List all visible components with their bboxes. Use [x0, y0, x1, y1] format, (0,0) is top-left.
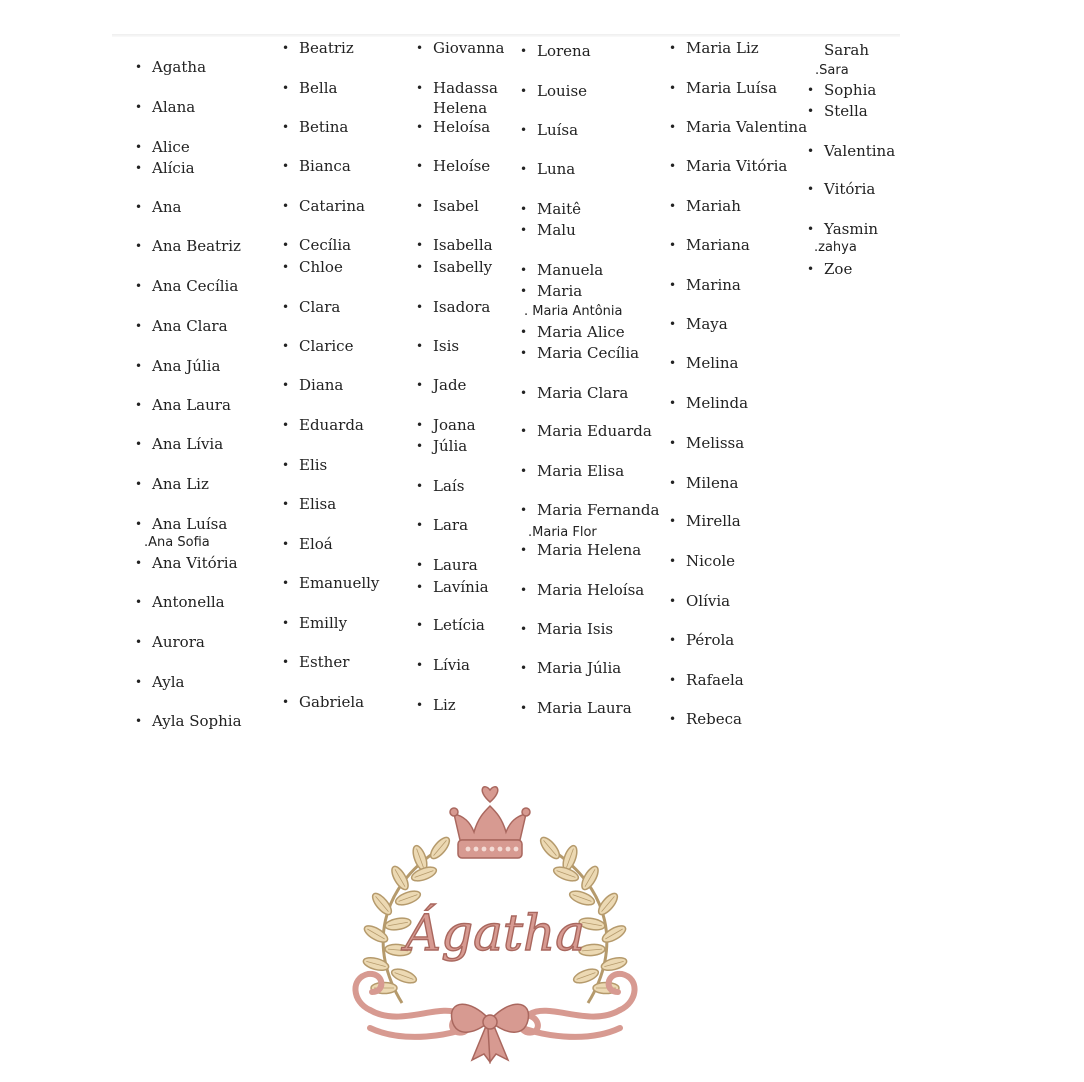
name-item: • Marina	[686, 276, 741, 294]
name-item: Sarah	[824, 41, 869, 59]
name-item: • Lorena	[537, 42, 591, 60]
name-item: • Ana Laura	[152, 396, 231, 414]
name-item: • Bella	[299, 79, 337, 97]
name-item: . Maria Antônia	[524, 304, 623, 319]
name-item: • Ana Liz	[152, 475, 209, 493]
name-item: • Liz	[433, 696, 456, 714]
name-item: • Mariana	[686, 236, 750, 254]
name-item: • Milena	[686, 474, 738, 492]
name-item: • Catarina	[299, 197, 365, 215]
name-item: Helena	[433, 99, 488, 117]
name-item: • Agatha	[152, 58, 206, 76]
name-item: • Mirella	[686, 512, 741, 530]
name-item: • Lara	[433, 516, 468, 534]
name-item: • Maria Heloísa	[537, 581, 644, 599]
name-item: • Hadassa	[433, 79, 498, 97]
name-item: • Maria Fernanda	[537, 501, 659, 519]
name-item: • Manuela	[537, 261, 603, 279]
name-item: • Ayla Sophia	[152, 712, 242, 730]
name-item: • Emanuelly	[299, 574, 379, 592]
name-item: • Olívia	[686, 592, 730, 610]
name-item: • Stella	[824, 102, 868, 120]
name-item: .zahya	[814, 240, 857, 255]
name-item: • Bianca	[299, 157, 351, 175]
name-item: • Elisa	[299, 495, 336, 513]
name-item: • Maria Eduarda	[537, 422, 652, 440]
name-item: • Diana	[299, 376, 343, 394]
top-divider	[112, 34, 900, 37]
name-item: • Maria Cecília	[537, 344, 639, 362]
name-item: • Yasmin	[824, 220, 878, 238]
name-item: • Isabelly	[433, 258, 492, 276]
name-item: .Ana Sofia	[144, 535, 210, 550]
name-item: • Joana	[433, 416, 476, 434]
name-item: • Maya	[686, 315, 728, 333]
name-item: • Lavínia	[433, 578, 489, 596]
name-item: • Ana Lívia	[152, 435, 223, 453]
name-item: • Ayla	[152, 673, 184, 691]
name-item: • Gabriela	[299, 693, 364, 711]
name-item: • Ana Cecília	[152, 277, 238, 295]
name-item: • Laura	[433, 556, 478, 574]
name-item: • Isis	[433, 337, 459, 355]
name-item: • Sophia	[824, 81, 876, 99]
name-item: • Emilly	[299, 614, 347, 632]
name-item: • Maria Clara	[537, 384, 628, 402]
name-item: • Isabel	[433, 197, 479, 215]
name-item: • Alana	[152, 98, 195, 116]
name-item: • Eloá	[299, 535, 333, 553]
name-item: • Maria Isis	[537, 620, 613, 638]
name-item: • Isabella	[433, 236, 493, 254]
name-item: • Maria Vitória	[686, 157, 787, 175]
name-item: • Ana Beatriz	[152, 237, 241, 255]
name-item: • Cecília	[299, 236, 351, 254]
name-item: • Melina	[686, 354, 738, 372]
name-item: .Sara	[815, 63, 849, 78]
name-item: • Maria Luísa	[686, 79, 777, 97]
name-item: • Zoe	[824, 260, 852, 278]
name-item: • Maria Valentina	[686, 118, 807, 136]
name-item: • Letícia	[433, 616, 485, 634]
name-item: • Luísa	[537, 121, 578, 139]
name-item: • Louise	[537, 82, 587, 100]
name-item: • Ana Vitória	[152, 554, 238, 572]
name-item: • Ana Clara	[152, 317, 228, 335]
name-item: • Melissa	[686, 434, 744, 452]
name-item: • Antonella	[152, 593, 225, 611]
name-item: • Beatriz	[299, 39, 354, 57]
embroidery-name: Ágatha	[404, 904, 586, 962]
name-item: • Maitê	[537, 200, 581, 218]
name-item: • Jade	[433, 376, 466, 394]
name-item: • Aurora	[152, 633, 205, 651]
name-item: • Laís	[433, 477, 464, 495]
name-item: • Mariah	[686, 197, 741, 215]
name-item: • Clarice	[299, 337, 353, 355]
name-item: • Esther	[299, 653, 349, 671]
name-item: • Maria Laura	[537, 699, 632, 717]
name-item: • Maria Helena	[537, 541, 641, 559]
name-item: • Maria Liz	[686, 39, 759, 57]
embroidery-design	[340, 778, 650, 1070]
name-item: • Lívia	[433, 656, 470, 674]
name-item: .Maria Flor	[528, 525, 597, 540]
name-item: • Giovanna	[433, 39, 505, 57]
name-item: • Ana Júlia	[152, 357, 220, 375]
name-item: • Rafaela	[686, 671, 744, 689]
crown-icon	[450, 787, 530, 858]
name-item: • Betina	[299, 118, 348, 136]
name-item: • Ana Luísa	[152, 515, 227, 533]
name-item: • Clara	[299, 298, 340, 316]
name-item: • Elis	[299, 456, 327, 474]
name-item: • Melinda	[686, 394, 748, 412]
name-item: • Maria Júlia	[537, 659, 621, 677]
name-item: • Júlia	[433, 437, 467, 455]
name-item: • Luna	[537, 160, 575, 178]
name-item: • Eduarda	[299, 416, 364, 434]
name-item: • Isadora	[433, 298, 490, 316]
name-item: • Valentina	[824, 142, 895, 160]
name-item: • Pérola	[686, 631, 734, 649]
name-item: • Vitória	[824, 180, 875, 198]
name-item: • Maria Elisa	[537, 462, 624, 480]
name-item: • Nicole	[686, 552, 735, 570]
name-item: • Heloísa	[433, 118, 490, 136]
name-item: • Heloíse	[433, 157, 490, 175]
name-item: • Rebeca	[686, 710, 742, 728]
name-item: • Maria	[537, 282, 582, 300]
name-item: • Malu	[537, 221, 576, 239]
name-item: • Maria Alice	[537, 323, 625, 341]
name-item: • Alícia	[152, 159, 195, 177]
name-item: • Ana	[152, 198, 181, 216]
name-item: • Chloe	[299, 258, 343, 276]
name-item: • Alice	[152, 138, 190, 156]
